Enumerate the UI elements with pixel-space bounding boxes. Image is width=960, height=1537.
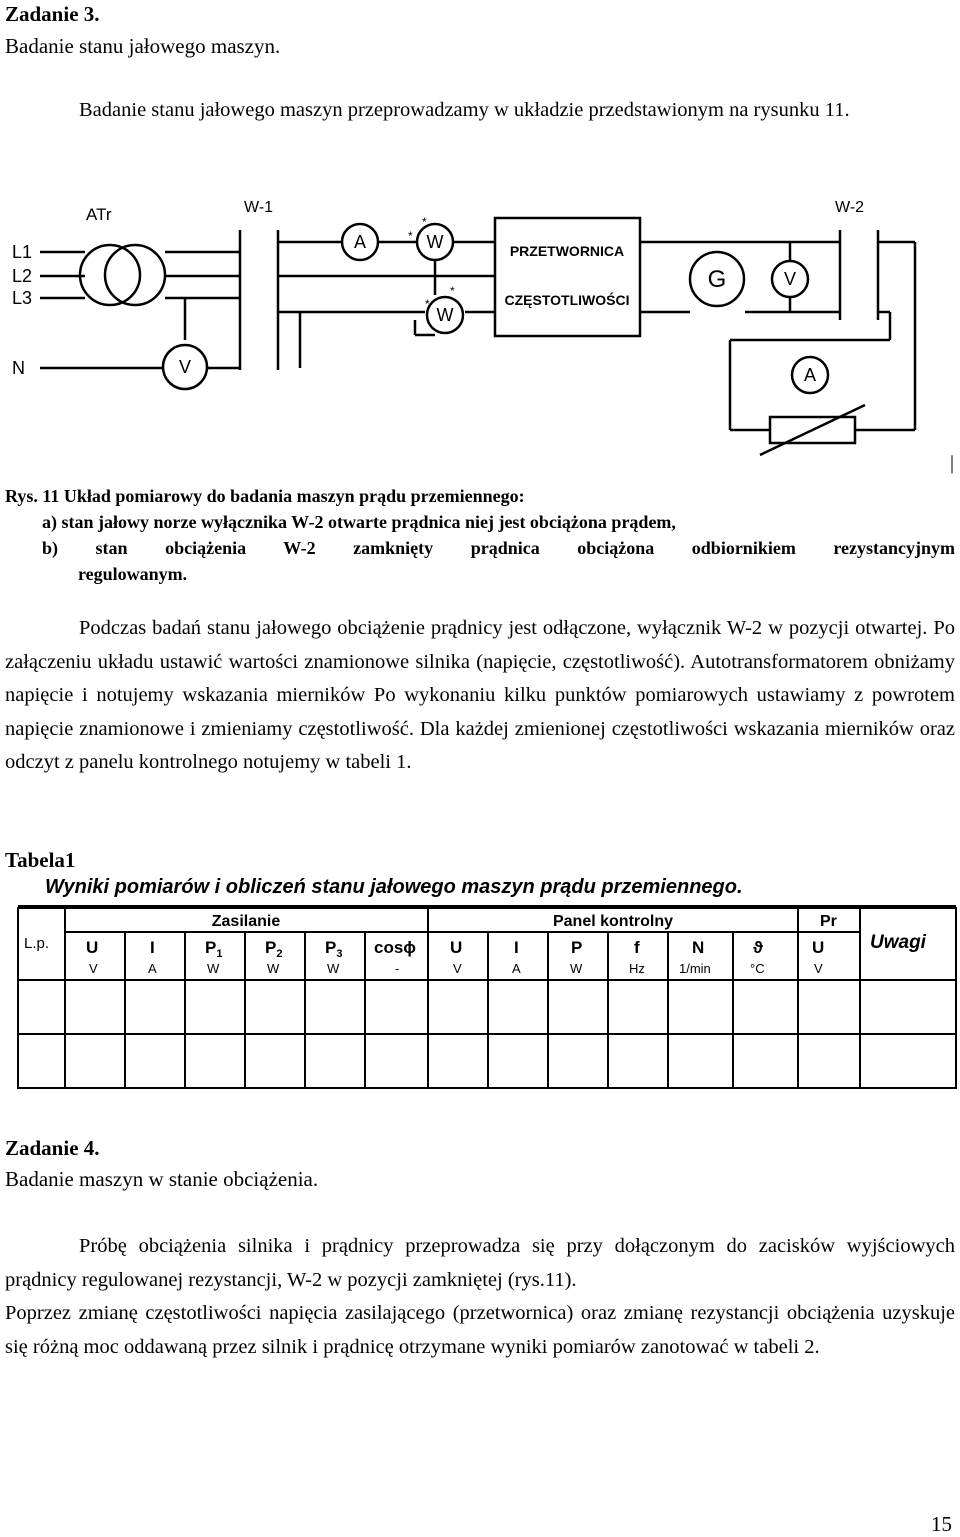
figure-caption-item-a: a) stan jałowy norze wyłącznika W-2 otwarte prądnica niej jest obciążona prądem, [42,512,676,532]
table-group-zasilanie: Zasilanie [211,913,281,930]
col-p3-sym: $P_3$ [325,938,343,960]
col-panel-f-sym: f [634,938,640,957]
page-number: 15 [931,1512,952,1536]
voltmeter-g-label: V [783,269,797,289]
wattmeter-star-2: * [408,229,413,243]
col-p1-unit: W [207,961,220,976]
col-pr-u-sym: U [812,938,825,957]
circuit-diagram [0,190,960,475]
col-panel-p-unit: W [570,961,583,976]
col-panel-i-unit: A [512,961,521,976]
table-group-panel: Panel kontrolny [552,913,674,930]
col-panel-p-sym: P [571,938,583,957]
task3-subtitle: Badanie stanu jałowego maszyn. [5,34,281,58]
voltmeter-v-label: V [179,357,192,377]
task4-paragraph-1: Próbę obciążenia silnika i prądnicy przeprowadza się przy dołączonym do zacisków wyjściowych prądnicy regulowanej rezystancji, W-2 w pozycji zamkniętej (rys.11). [5,1235,955,1291]
wattmeter-star-4: * [425,297,430,311]
converter-line2: CZĘSTOTLIWOŚCI [504,292,630,308]
col-panel-f-unit: Hz [629,961,645,976]
line-l2: L2 [12,266,33,286]
side-mark: | [950,452,955,474]
task4-title: Zadanie 4. [5,1136,100,1160]
col-panel-u-unit: V [453,961,462,976]
task4-subtitle: Badanie maszyn w stanie obciążenia. [5,1167,319,1191]
col-panel-u-sym: U [450,938,463,957]
atr-label: ATr [86,205,112,224]
col-i-unit: A [148,961,157,976]
wattmeter-star-3: * [450,284,455,298]
col-p2-unit: W [267,961,280,976]
col-panel-n-sym: N [692,938,705,957]
col-cosphi-unit: - [395,961,400,976]
ammeter-a-label: A [353,232,367,252]
w1-label: W-1 [244,199,274,216]
converter-line1: PRZETWORNICA [509,243,625,259]
task4-paragraph-2: Poprzez zmianę częstotliwości napięcia zasilającego (przetwornica) oraz zmianę rezystancji obciążenia uzyskuje się różną moc oddawaną przez silnik i prądnicę otrzymane wyniki pomiarów zanotować w tabeli 2. [5,1302,955,1358]
col-p3-unit: W [327,961,340,976]
results-table [0,900,960,1100]
figure-caption-item-b-cont: regulowanym. [78,564,188,584]
col-u-unit: V [89,961,98,976]
body-paragraph: Podczas badań stanu jałowego obciążenie prądnicy jest odłączone, wyłącznik W-2 w pozycji otwartej. Po załączeniu układu ustawić wartości znamionowe silnika (napięcie, częstotliwość). Autotransformatorem obniżamy napięcie i notujemy wskazania mierników Po wykonaniu kilku punktów pomiarowych ustawiamy z powrotem napięcie znamionowe i zmieniamy częstotliwość. Dla każdej zmienionej częstotliwości wskazania mierników oraz odczyt z panelu kontrolnego notujemy w tabeli 1. [5,617,955,773]
task3-intro: Badanie stanu jałowego maszyn przeprowadzamy w układzie przedstawionym na rysunku 11. [79,99,850,121]
col-i-sym: I [150,938,155,957]
col-cosphi-sym: cosϕ [374,938,417,957]
generator-g-label: G [707,266,727,293]
table-title: Wyniki pomiarów i obliczeń stanu jałowego maszyn prądu przemiennego. [45,876,743,898]
line-n: N [12,358,25,378]
col-panel-theta-unit: °C [750,961,765,976]
col-p1-sym: $P_1$ [205,938,223,960]
col-p2-sym: $P_2$ [265,938,283,960]
figure-caption-title: Rys. 11 Układ pomiarowy do badania maszyn prądu przemiennego: [5,486,525,506]
col-panel-theta-sym: ϑ [753,938,763,957]
wattmeter-1-label: W [426,232,444,252]
table-group-pr: Pr [820,913,837,930]
wattmeter-star-1: * [422,215,427,229]
ammeter-load-label: A [803,365,817,385]
col-panel-n-unit: 1/min [679,961,711,976]
col-panel-i-sym: I [514,938,519,957]
table-uwagi-header: Uwagi [870,932,926,953]
line-l1: L1 [12,242,33,262]
task3-title: Zadanie 3. [5,2,100,26]
wattmeter-2-label: W [436,305,454,325]
table-label: Tabela1 [5,848,76,872]
col-u-sym: U [86,938,99,957]
figure-caption-item-b: b) stan obciążenia W-2 zamknięty prądnica obciążona odbiornikiem rezystancyjnym [42,538,955,558]
line-l3: L3 [12,288,33,308]
col-pr-u-unit: V [814,961,823,976]
table-lp-header: L.p. [24,935,50,952]
w2-label: W-2 [835,199,865,216]
